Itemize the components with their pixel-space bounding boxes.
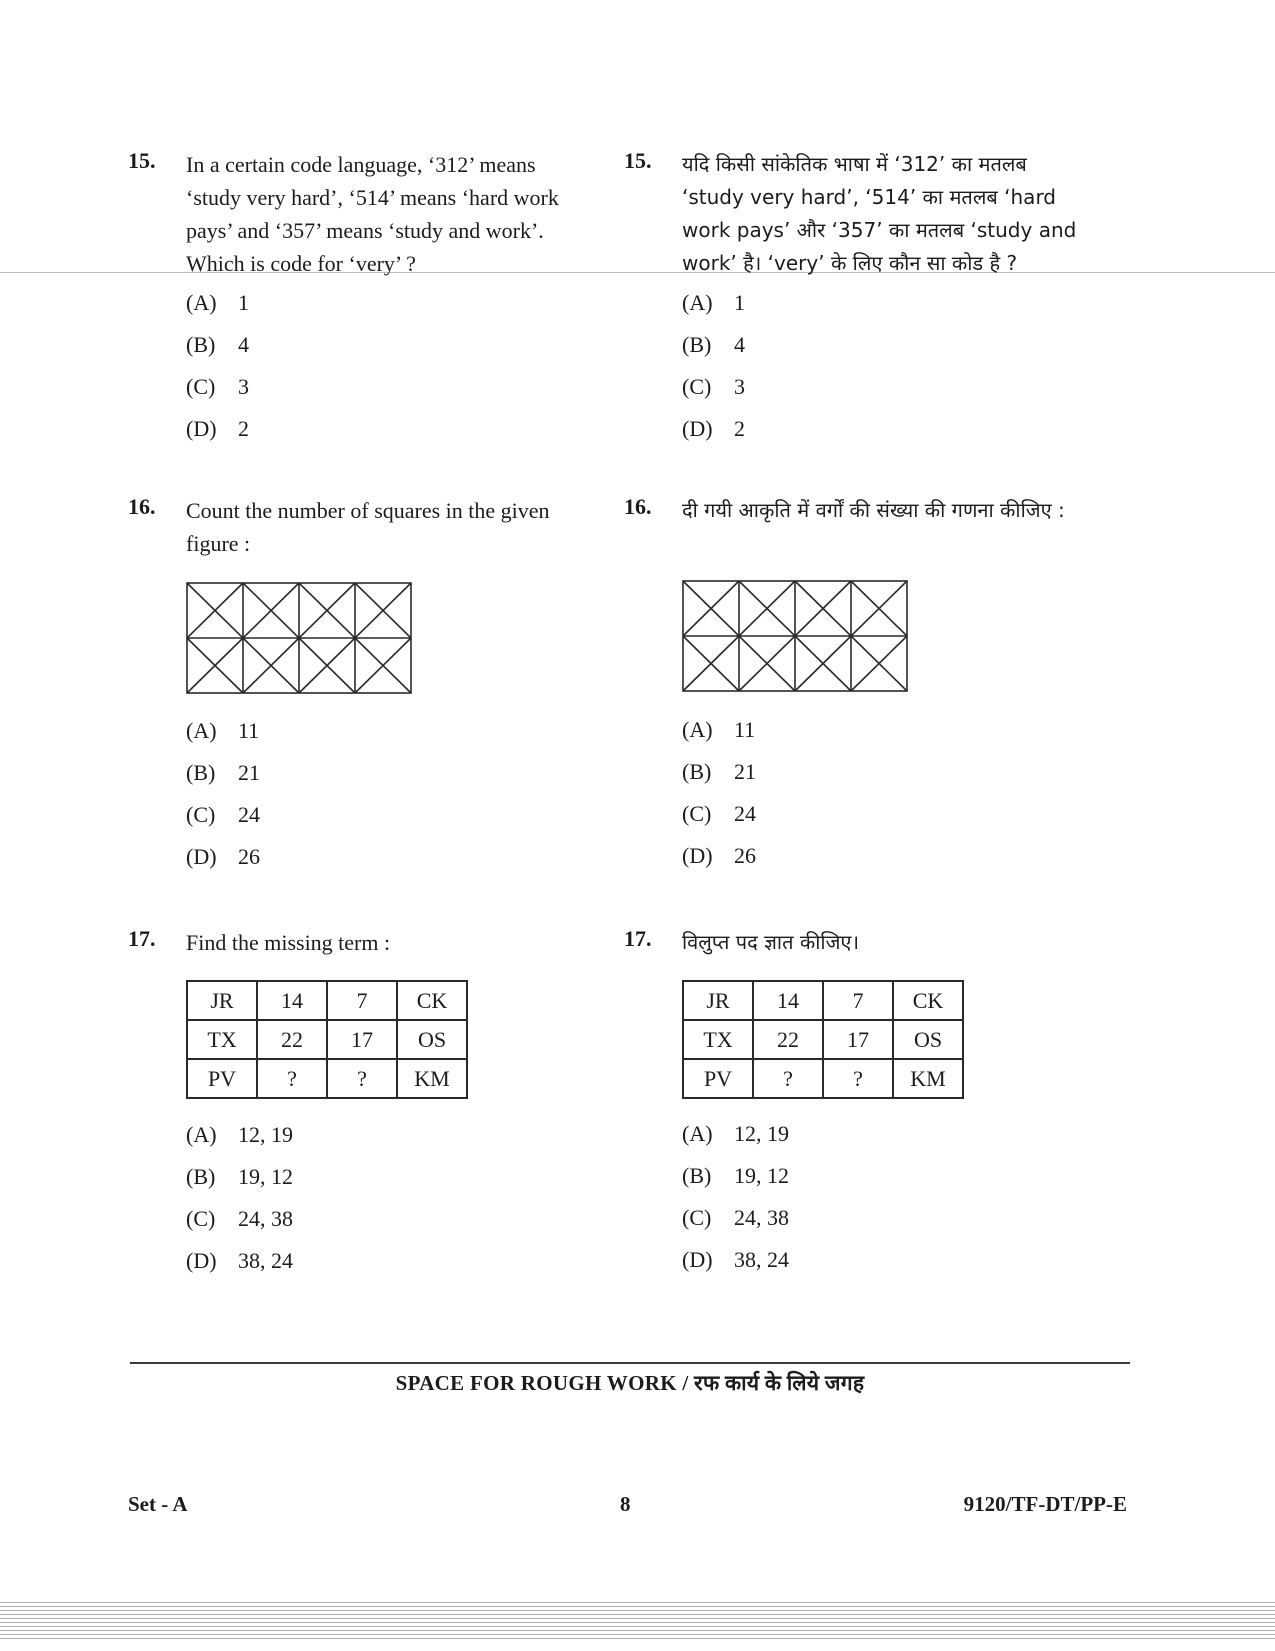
option-c[interactable]: (C) 24, 38 — [682, 1205, 789, 1230]
question-number: 16. — [128, 494, 156, 519]
question-text: दी गयी आकृति में वर्गों की संख्या की गणना कीजिए : — [682, 498, 1065, 522]
table-cell: ? — [753, 1059, 823, 1098]
missing-term-table — [682, 980, 964, 1099]
question-text: Count the number of squares in the given figure : — [186, 498, 550, 556]
question-number: 16. — [624, 494, 652, 519]
table-row — [683, 981, 963, 1020]
table-cell: 22 — [257, 1020, 327, 1059]
option-d[interactable]: (D) 38, 24 — [682, 1247, 789, 1272]
option-a[interactable]: (A) 12, 19 — [682, 1121, 789, 1146]
option-d[interactable]: (D) 2 — [682, 416, 745, 441]
question-text: Find the missing term : — [186, 930, 391, 955]
question-number: 17. — [128, 926, 156, 951]
option-d[interactable]: (D) 38, 24 — [186, 1248, 293, 1273]
set-label: Set - A — [128, 1492, 188, 1516]
option-a[interactable]: (A) 11 — [186, 718, 260, 743]
table-cell: OS — [397, 1020, 467, 1059]
table-cell: TX — [187, 1020, 257, 1059]
option-b[interactable]: (B) 19, 12 — [682, 1163, 789, 1188]
table-cell: KM — [397, 1059, 467, 1098]
table-row — [683, 1059, 963, 1098]
question-number: 17. — [624, 926, 652, 951]
option-c[interactable]: (C) 24, 38 — [186, 1206, 293, 1231]
squares-figure — [682, 580, 910, 694]
table-cell: 17 — [327, 1020, 397, 1059]
table-cell: ? — [823, 1059, 893, 1098]
table-row — [187, 981, 467, 1020]
options-list — [186, 1114, 293, 1282]
scan-edge-lines — [0, 1602, 1275, 1644]
question-text: यदि किसी सांकेतिक भाषा में ‘312’ का मतलब ‘study very hard’, ‘514’ का मतलब ‘hard work pays’ और ‘357’ का मतलब ‘study and work’ है। ‘very’ के लिए कौन सा कोड है ? — [682, 152, 1077, 275]
table-cell: JR — [187, 981, 257, 1020]
options-list — [186, 710, 260, 878]
table-cell: 7 — [823, 981, 893, 1020]
table-cell: 14 — [257, 981, 327, 1020]
page-number: 8 — [620, 1492, 631, 1516]
table-cell: CK — [397, 981, 467, 1020]
option-c[interactable]: (C) 24 — [186, 802, 260, 827]
table-cell: JR — [683, 981, 753, 1020]
option-d[interactable]: (D) 26 — [682, 843, 756, 868]
table-row — [683, 1020, 963, 1059]
table-cell: OS — [893, 1020, 963, 1059]
table-cell: PV — [683, 1059, 753, 1098]
options-list — [682, 1113, 789, 1281]
option-a[interactable]: (A) 12, 19 — [186, 1122, 293, 1147]
table-cell: 17 — [823, 1020, 893, 1059]
option-d[interactable]: (D) 2 — [186, 416, 249, 441]
option-b[interactable]: (B) 4 — [682, 332, 745, 357]
option-a[interactable]: (A) 1 — [682, 290, 745, 315]
option-c[interactable]: (C) 24 — [682, 801, 756, 826]
table-cell: 7 — [327, 981, 397, 1020]
option-b[interactable]: (B) 21 — [682, 759, 756, 784]
question-number: 15. — [624, 148, 652, 173]
option-d[interactable]: (D) 26 — [186, 844, 260, 869]
table-cell: ? — [257, 1059, 327, 1098]
table-cell: 22 — [753, 1020, 823, 1059]
squares-figure — [186, 582, 414, 696]
table-row — [187, 1059, 467, 1098]
rough-work-label: SPACE FOR ROUGH WORK / रफ कार्य के लिये जगह — [395, 1371, 865, 1395]
option-c[interactable]: (C) 3 — [682, 374, 745, 399]
question-text: In a certain code language, ‘312’ means ‘study very hard’, ‘514’ means ‘hard work pays’ and ‘357’ means ‘study and work’. Which is code for ‘very’ ? — [186, 152, 559, 276]
option-b[interactable]: (B) 19, 12 — [186, 1164, 293, 1189]
missing-term-table — [186, 980, 468, 1099]
table-cell: PV — [187, 1059, 257, 1098]
option-a[interactable]: (A) 11 — [682, 717, 756, 742]
question-text: विलुप्त पद ज्ञात कीजिए। — [682, 930, 860, 954]
paper-code: 9120/TF-DT/PP-E — [963, 1492, 1127, 1516]
options-list — [186, 282, 249, 450]
question-number: 15. — [128, 148, 156, 173]
table-row — [187, 1020, 467, 1059]
table-cell: CK — [893, 981, 963, 1020]
options-list — [682, 282, 745, 450]
options-list — [682, 709, 756, 877]
table-cell: ? — [327, 1059, 397, 1098]
table-cell: 14 — [753, 981, 823, 1020]
option-b[interactable]: (B) 21 — [186, 760, 260, 785]
option-b[interactable]: (B) 4 — [186, 332, 249, 357]
table-cell: TX — [683, 1020, 753, 1059]
option-c[interactable]: (C) 3 — [186, 374, 249, 399]
option-a[interactable]: (A) 1 — [186, 290, 249, 315]
table-cell: KM — [893, 1059, 963, 1098]
rough-work-divider — [130, 1362, 1130, 1364]
